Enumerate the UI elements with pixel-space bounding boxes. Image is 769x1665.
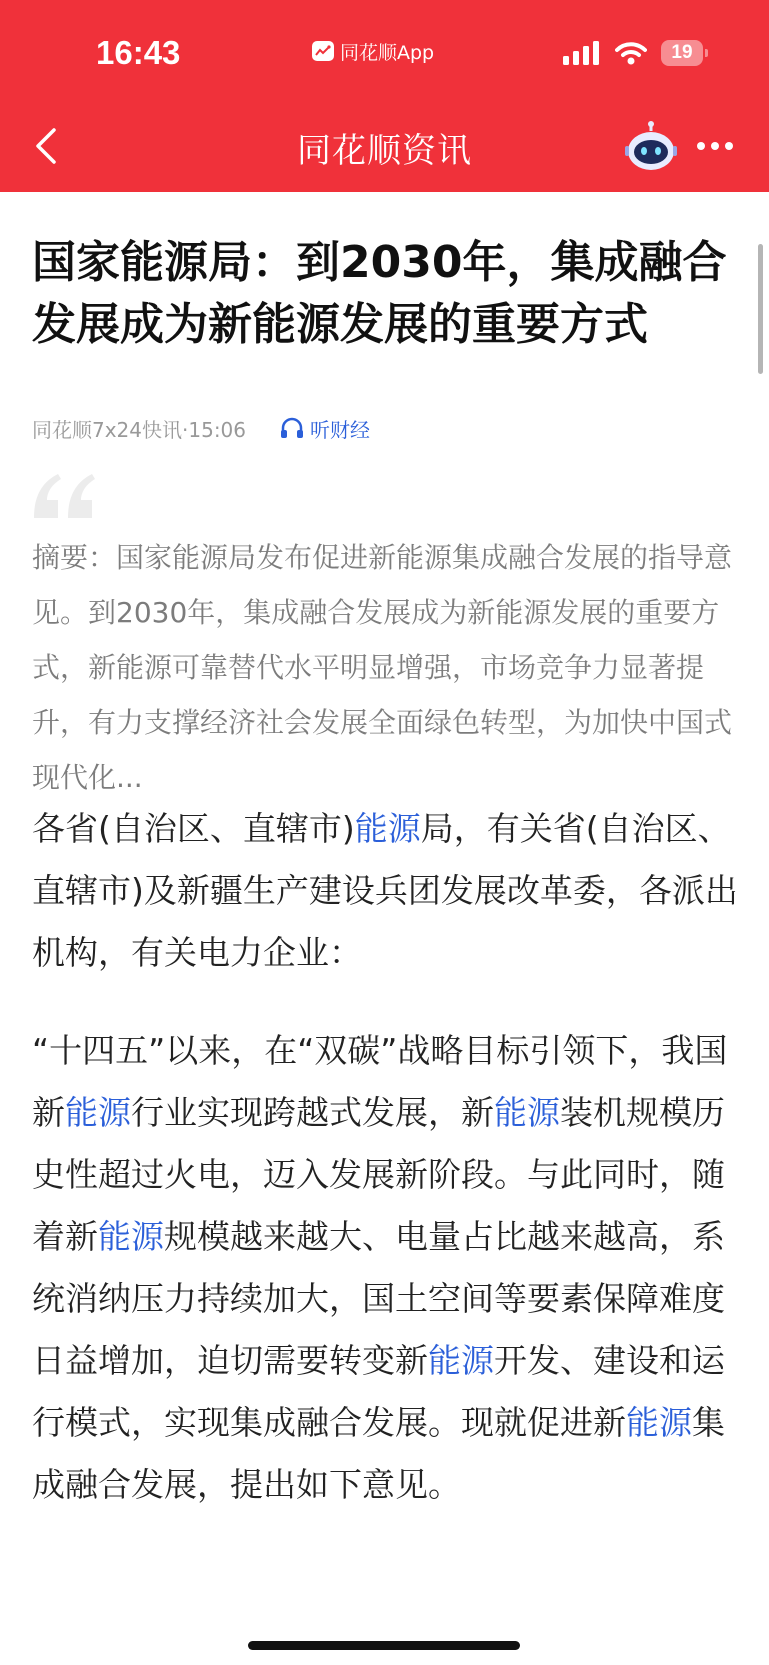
article-title: 国家能源局：到2030年，集成融合发展成为新能源发展的重要方式 bbox=[32, 237, 727, 350]
paragraph-text: 局，有关省(自治区、直辖市)及新疆生产建设兵团发展改革委，各派出机构，有关电力企业： bbox=[32, 809, 738, 972]
article-summary: 摘要：国家能源局发布促进新能源集成融合发展的指导意见。到2030年，集成融合发展成为新能源发展的重要方式，新能源可靠替代水平明显增强，市场竞争力显著提升，有力支撑经济社会发展全面绿色转型，为加快中国式现代化... bbox=[32, 541, 733, 794]
keyword-link[interactable]: 能源 bbox=[494, 1093, 560, 1132]
keyword-link[interactable]: 能源 bbox=[65, 1093, 131, 1132]
status-app-label: 同花顺App bbox=[340, 41, 435, 64]
status-app-link[interactable] bbox=[312, 37, 434, 65]
paragraph-text: 集成融合发展，提出如下意见。 bbox=[32, 1403, 725, 1504]
keyword-link[interactable]: 能源 bbox=[428, 1341, 494, 1380]
battery-indicator bbox=[661, 40, 703, 66]
paragraph-text: 装机规模历史性超过火电，迈入发展新阶段。与此同时，随着新 bbox=[32, 1093, 725, 1256]
listen-button[interactable] bbox=[280, 414, 370, 443]
home-indicator[interactable] bbox=[248, 1641, 520, 1650]
robot-assistant-icon[interactable] bbox=[624, 120, 678, 174]
wifi-icon bbox=[615, 41, 647, 65]
article-paragraph-1 bbox=[32, 798, 740, 984]
article-meta bbox=[32, 414, 370, 442]
paragraph-text: 规模越来越大、电量占比越来越高，系统消纳压力持续加大，国土空间等要素保障难度日益增加，迫切需要转变新 bbox=[32, 1217, 725, 1380]
keyword-link[interactable]: 能源 bbox=[98, 1217, 164, 1256]
paragraph-text: “十四五”以来，在“双碳”战略目标引领下，我国新 bbox=[32, 1031, 728, 1132]
app-logo-icon bbox=[312, 41, 334, 61]
paragraph-text: 各省(自治区、直辖市) bbox=[32, 809, 355, 848]
paragraph-text: 行业实现跨越式发展，新 bbox=[131, 1093, 494, 1132]
paragraph-text: 开发、建设和运行模式，实现集成融合发展。现就促进新 bbox=[32, 1341, 725, 1442]
more-dots-icon[interactable] bbox=[695, 138, 735, 154]
quote-mark-icon bbox=[30, 470, 100, 530]
keyword-link[interactable]: 能源 bbox=[626, 1403, 692, 1442]
article-paragraph-2 bbox=[32, 1020, 740, 1516]
status-time: 16:43 bbox=[96, 34, 181, 71]
top-bar bbox=[0, 0, 769, 192]
status-icons bbox=[563, 40, 703, 66]
signal-icon bbox=[563, 41, 601, 65]
battery-level: 19 bbox=[671, 42, 693, 63]
listen-label: 听财经 bbox=[310, 417, 371, 442]
scrollbar[interactable] bbox=[758, 244, 763, 374]
article-source: 同花顺7x24快讯·15:06 bbox=[32, 417, 247, 442]
keyword-link[interactable]: 能源 bbox=[354, 809, 421, 848]
page-title: 同花顺资讯 bbox=[297, 131, 472, 171]
headphones-icon bbox=[280, 417, 304, 439]
